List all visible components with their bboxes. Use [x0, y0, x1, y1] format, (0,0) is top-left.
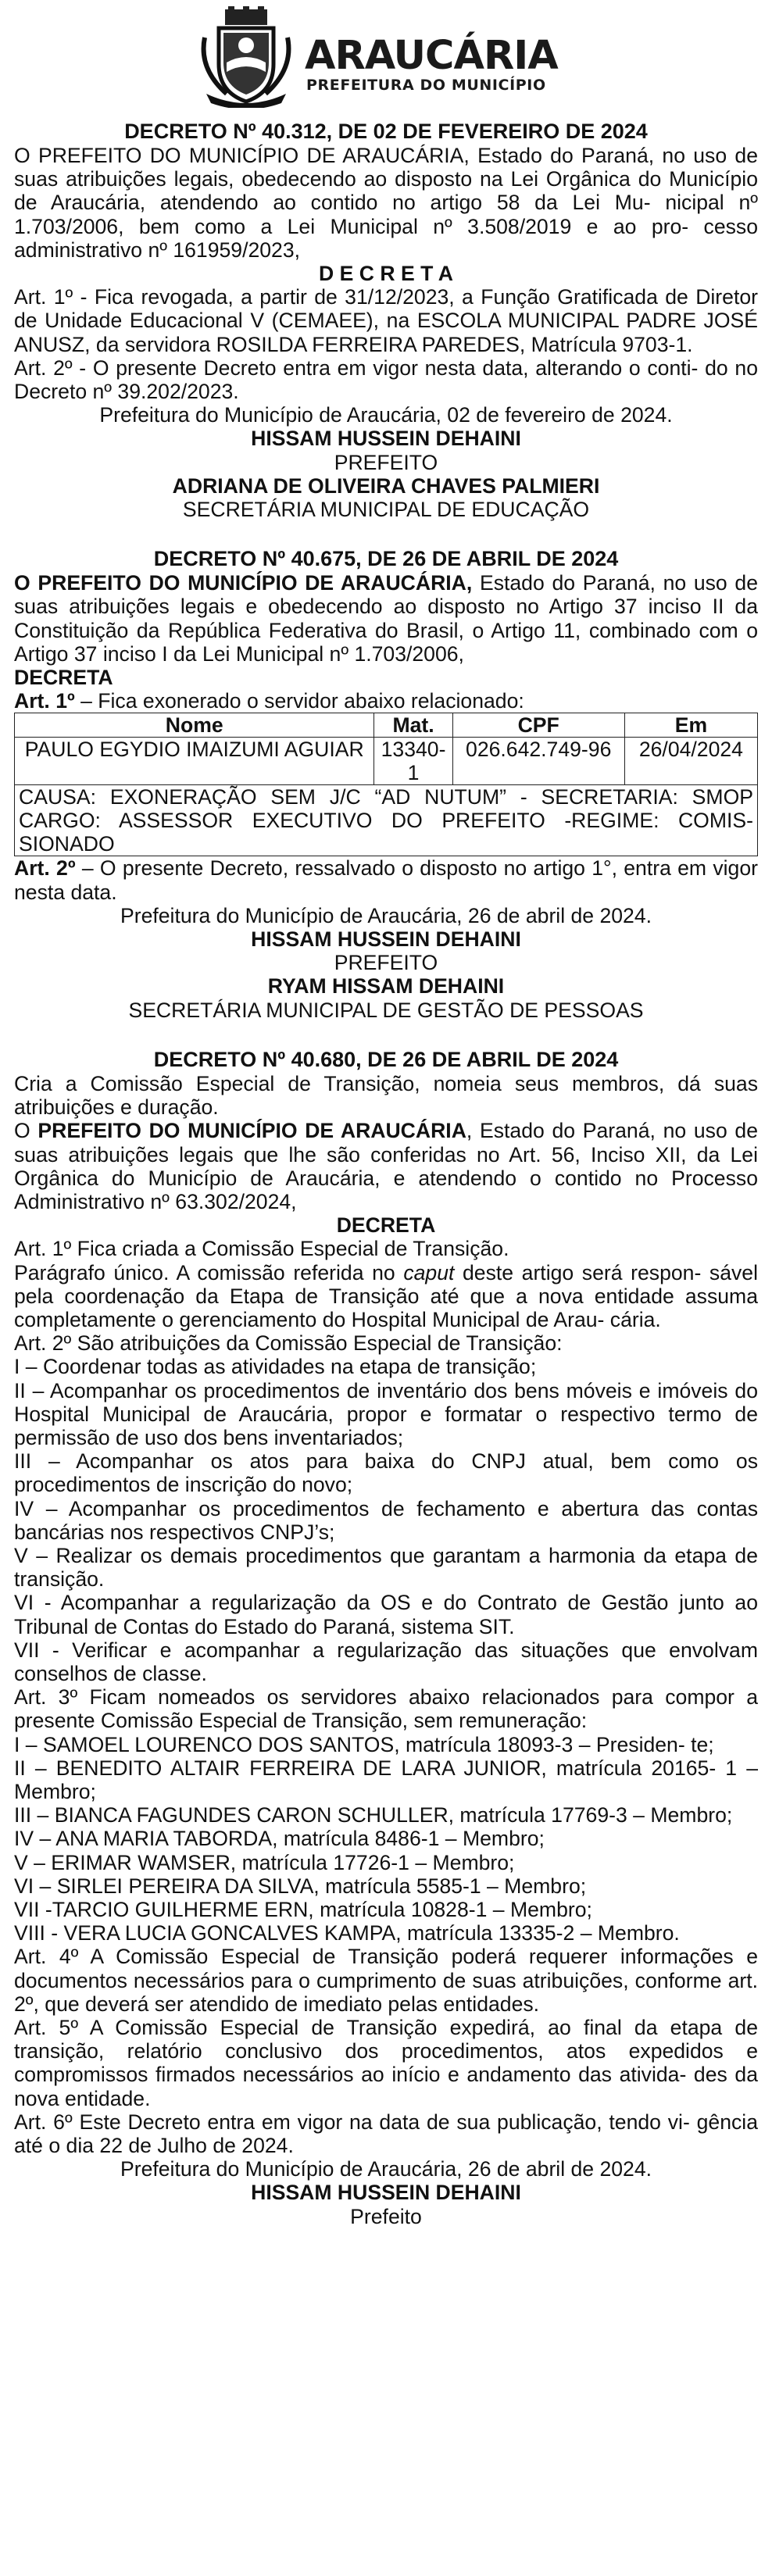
- article-label: Art. 2º: [14, 856, 76, 881]
- decree-40680: [14, 1047, 758, 2228]
- column-header: Nome: [15, 713, 374, 738]
- article-3: Art. 3º Ficam nomeados os servidores abaixo relacionados para compor a presente Comissão Especial de Transição, sem remuneração:: [14, 1685, 758, 1733]
- column-header: CPF: [452, 713, 624, 738]
- article-2: Art. 2º - O presente Decreto entra em vigor nesta data, alterando o conti- do no Decreto nº 39.202/2023.: [14, 355, 758, 404]
- preamble-start: O: [14, 1119, 38, 1143]
- signature-name: HISSAM HUSSEIN DEHAINI: [251, 927, 521, 952]
- table-note-row: [15, 785, 758, 856]
- decree-preamble: O PREFEITO DO MUNICÍPIO DE ARAUCÁRIA, Estado do Paraná, no uso de suas atribuições legais, obedecendo ao disposto na Lei Orgânica do Município de Araucária, atendendo ao contido no artigo 58 da Lei Mu- nicipal nº 1.703/2006, bem como a Lei Municipal nº 3.508/2019 e ao pro- cesso administrativo nº 161959/2023,: [14, 144, 758, 262]
- article-1: Art. 1º Fica criada a Comissão Especial de Transição.: [14, 1237, 509, 1261]
- member-item: VII -TARCIO GUILHERME ERN, matrícula 10828-1 – Membro;: [14, 1898, 592, 1921]
- decreta-heading: DECRETA: [336, 1213, 436, 1238]
- article-4: Art. 4º A Comissão Especial de Transição poderá requerer informações e documentos necessários para o cumprimento de suas atribuições, conforme art. 2º, que deverá ser atendido de imediato pelas entidades.: [14, 1945, 758, 2016]
- table-cell: 26/04/2024: [624, 738, 757, 785]
- paragraph-italic: caput: [403, 1260, 455, 1284]
- signature-name: HISSAM HUSSEIN DEHAINI: [251, 2181, 521, 2205]
- preamble-text: Estado do Paraná, no uso de suas atribuições legais e obedecendo ao disposto no Artigo 37 inciso II da Constituição da República Federativa do Brasil, o Artigo 11, combinado com o Artigo 37 inciso I da Lei Municipal nº 1.703/2006,: [14, 571, 758, 666]
- table-cell: 13340-1: [374, 738, 452, 785]
- decree-summary: Cria a Comissão Especial de Transição, nomeia seus membros, dá suas atribuições e duração.: [14, 1071, 758, 1120]
- place-date: Prefeitura do Município de Araucária, 02 de fevereiro de 2024.: [99, 403, 673, 427]
- member-item: II – BENEDITO ALTAIR FERREIRA DE LARA JUNIOR, matrícula 20165- 1 – Membro;: [14, 1756, 758, 1803]
- decree-title: DECRETO Nº 40.675, DE 26 DE ABRIL DE 2024: [153, 547, 619, 571]
- document-page: [14, 0, 758, 2228]
- brand-name: ARAUCÁRIA: [305, 33, 558, 79]
- paragraph-text: deste artigo será respon- sável pela coordenação da Etapa de Transição até que a nova entidade assuma completamente o gerenciamento do Hospital Municipal de Arau- cária.: [14, 1260, 758, 1331]
- preamble-bold: PREFEITO DO MUNICÍPIO DE ARAUCÁRIA: [38, 1119, 466, 1143]
- place-date: Prefeitura do Município de Araucária, 26 de abril de 2024.: [120, 903, 652, 927]
- decree-preamble: [14, 571, 758, 666]
- sole-paragraph: [14, 1261, 758, 1332]
- brand: [305, 33, 558, 94]
- article-1: [14, 689, 758, 713]
- list-item: IV – Acompanhar os procedimentos de fechamento e abertura das contas bancárias nos respectivos CNPJ’s;: [14, 1496, 758, 1544]
- signature-name: RYAM HISSAM DEHAINI: [267, 974, 505, 999]
- decree-preamble: [14, 1119, 758, 1213]
- preamble-text: , Estado do Paraná, no uso de suas atribuições legais que lhe são conferidas no Art. 56, Inciso XII, da Lei Orgânica do Município de Araucária, e atendendo o contido no Processo Administrativo nº 63.302/2024,: [14, 1119, 759, 1213]
- coat-of-arms-icon: [195, 6, 297, 108]
- decree-40675: [14, 546, 758, 1022]
- table-cell: PAULO EGYDIO IMAIZUMI AGUIAR: [15, 738, 374, 785]
- article-text: – Fica exonerado o servidor abaixo relacionado:: [74, 689, 524, 713]
- table-row: [15, 738, 758, 785]
- column-header: Em: [624, 713, 757, 738]
- article-6: Art. 6º Este Decreto entra em vigor na data de sua publicação, tendo vi- gência até o dia 22 de Julho de 2024.: [14, 2110, 758, 2158]
- member-item: IV – ANA MARIA TABORDA, matrícula 8486-1 – Membro;: [14, 1827, 545, 1851]
- signature-role: SECRETÁRIA MUNICIPAL DE EDUCAÇÃO: [182, 498, 590, 522]
- header: [14, 0, 758, 119]
- decreta-heading: D E C R E T A: [319, 262, 453, 286]
- signature-name: ADRIANA DE OLIVEIRA CHAVES PALMIERI: [172, 473, 600, 498]
- signature-role: PREFEITO: [334, 951, 438, 975]
- table-note: CAUSA: EXONERAÇÃO SEM J/C “AD NUTUM” - SECRETARIA: SMOP CARGO: ASSESSOR EXECUTIVO DO PREFEITO -REGIME: COMIS- SIONADO: [15, 785, 758, 856]
- list-item: V – Realizar os demais procedimentos que garantam a harmonia da etapa de transição.: [14, 1543, 758, 1592]
- decree-title: DECRETO Nº 40.680, DE 26 DE ABRIL DE 2024: [153, 1047, 619, 1071]
- member-item: III – BIANCA FAGUNDES CARON SCHULLER, matrícula 17769-3 – Membro;: [14, 1803, 733, 1827]
- list-item: III – Acompanhar os atos para baixa do CNPJ atual, bem como os procedimentos de inscrição do novo;: [14, 1449, 758, 1497]
- article-label: Art. 1º: [14, 689, 75, 713]
- list-item: I – Coordenar todas as atividades na etapa de transição;: [14, 1355, 537, 1379]
- member-item: V – ERIMAR WAMSER, matrícula 17726-1 – Membro;: [14, 1850, 515, 1874]
- list-item: VII - Verificar e acompanhar a regularização das situações que envolvam conselhos de classe.: [14, 1638, 758, 1685]
- decree-40312: [14, 119, 758, 521]
- member-item: I – SAMOEL LOURENCO DOS SANTOS, matrícula 18093-3 – Presiden- te;: [14, 1732, 714, 1756]
- article-2: [14, 856, 758, 903]
- column-header: Mat.: [374, 713, 452, 738]
- preamble-bold: O PREFEITO DO MUNICÍPIO DE ARAUCÁRIA,: [14, 571, 473, 595]
- servant-table: [14, 713, 758, 856]
- member-item: VIII - VERA LUCIA GONCALVES KAMPA, matrícula 13335-2 – Membro.: [14, 1921, 680, 1945]
- member-item: VI – SIRLEI PEREIRA DA SILVA, matrícula 5585-1 – Membro;: [14, 1874, 587, 1898]
- article-text: – O presente Decreto, ressalvado o disposto no artigo 1°, entra em vigor nesta data.: [14, 856, 758, 904]
- decree-title: DECRETO Nº 40.312, DE 02 DE FEVEREIRO DE 2024: [124, 120, 648, 143]
- article-1: Art. 1º - Fica revogada, a partir de 31/12/2023, a Função Gratificada de Diretor de Unidade Educacional V (CEMAEE), na ESCOLA MUNICIPAL PADRE JOSÉ ANUSZ, da servidora ROSILDA FERREIRA PAREDES, Matrícula 9703-1.: [14, 285, 758, 356]
- decreta-heading: DECRETA: [14, 666, 113, 690]
- paragraph-text: Parágrafo único. A comissão referida no: [14, 1260, 404, 1284]
- table-cell: 026.642.749-96: [452, 738, 624, 785]
- place-date: Prefeitura do Município de Araucária, 26 de abril de 2024.: [120, 2157, 652, 2181]
- list-item: II – Acompanhar os procedimentos de inventário dos bens móveis e imóveis do Hospital Municipal de Araucária, propor e formatar o respectivo termo de permissão de uso dos bens inventariados;: [14, 1378, 758, 1449]
- article-2: Art. 2º São atribuições da Comissão Especial de Transição:: [14, 1331, 563, 1356]
- table-header-row: [15, 713, 758, 738]
- brand-subtitle: PREFEITURA DO MUNICÍPIO: [306, 77, 546, 94]
- signature-name: HISSAM HUSSEIN DEHAINI: [251, 427, 521, 451]
- article-5: Art. 5º A Comissão Especial de Transição expedirá, ao final da etapa de transição, relatório conclusivo dos procedimentos, atos expedidos e compromissos firmados necessários ao início e andamento das ativida- des da nova entidade.: [14, 2016, 758, 2110]
- signature-role: Prefeito: [350, 2204, 422, 2228]
- list-item: VI - Acompanhar a regularização da OS e do Contrato de Gestão junto ao Tribunal de Contas do Estado do Paraná, sistema SIT.: [14, 1591, 758, 1638]
- signature-role: PREFEITO: [334, 450, 438, 474]
- signature-role: SECRETÁRIA MUNICIPAL DE GESTÃO DE PESSOAS: [128, 998, 644, 1022]
